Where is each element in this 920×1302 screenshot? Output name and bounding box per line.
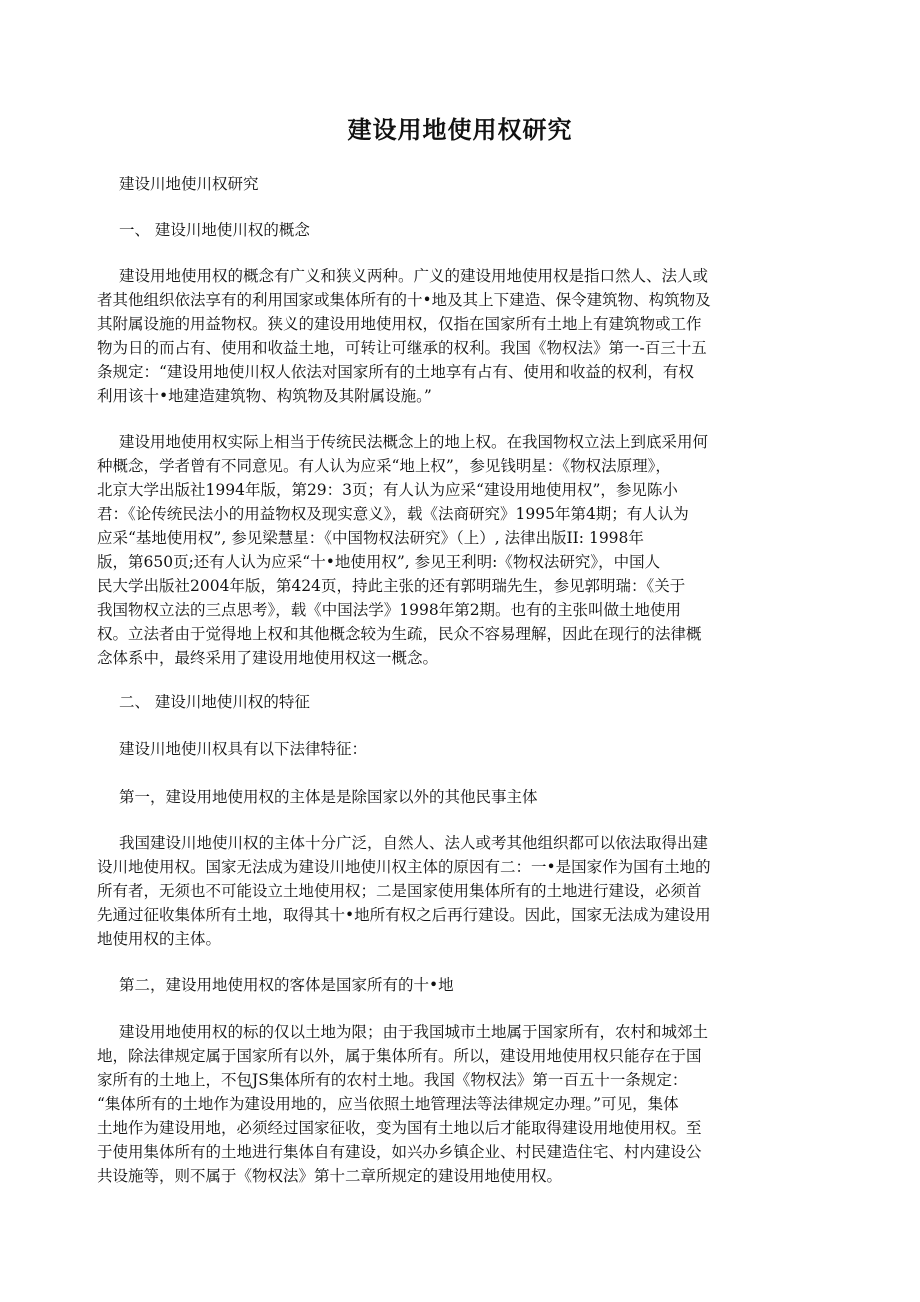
paragraph-line: 民大学出版社2004年版，第424页，持此主张的还有郭明瑞先生，参见郭明瑞：《关于	[97, 577, 686, 595]
paragraph-line: 版，第650页;还有人认为应采“十•地使用权”, 参见王利明:《物权法研究》，中国人	[97, 553, 661, 571]
paragraph-object	[97, 1020, 782, 1188]
paragraph-line: 所有者，无须也不可能设立土地使用权；二是国家使用集体所有的土地进行建设，必须首	[97, 882, 702, 900]
paragraph-line: 利用该十•地建造建筑物、构筑物及其附属设施。”	[97, 387, 432, 405]
paragraph-line: 念体系中，最终采用了建设用地使用权这一概念。	[97, 649, 439, 667]
paragraph-line: 建设用地使用权实际上相当于传统民法概念上的地上权。在我国物权立法上到底采用何	[119, 433, 709, 451]
paragraph-line: 北京大学出版社1994年版，第29：3页；有人认为应采“建设用地使用权”，参见陈小	[97, 481, 678, 499]
paragraph-line: 地使用权的主体。	[97, 930, 222, 948]
paragraph-line: 设川地使用权。国家无法成为建设川地使川权主体的原因有二：一•是国家作为国有土地的	[97, 858, 711, 876]
paragraph-line: 其附属设施的用益物权。狭义的建设用地使用权，仅指在国家所有土地上有建筑物或工作	[97, 315, 702, 333]
section-2-heading: 二、 建设川地使川权的特征	[119, 693, 310, 711]
paragraph-line: 家所有的土地上，不包JS集体所有的农村土地。我国《物权法》第一百五十一条规定：	[97, 1071, 688, 1089]
paragraph-line: 地，除法律规定属于国家所有以外，属于集体所有。所以，建设用地使用权只能存在于国	[97, 1047, 702, 1065]
paragraph-line: 于使用集体所有的土地进行集体自有建设，如兴办乡镇企业、村民建造住宅、村内建设公	[97, 1143, 702, 1161]
paragraph-line: 君：《论传统民法小的用益物权及现实意义》，载《法商研究》1995年第4期；有人认为	[97, 505, 689, 523]
paragraph-terminology	[97, 430, 782, 670]
paragraph-line: 建设用地使用权的标的仅以土地为限；由于我国城市土地属于国家所有，农村和城郊土	[119, 1023, 709, 1041]
paragraph-line: 者其他组织依法享有的利用国家或集体所有的十•地及其上下建造、保令建筑物、构筑物及	[97, 291, 711, 309]
paragraph-line: 种概念，学者曾有不同意见。有人认为应采“地上权”，参见钱明星：《物权法原理》，	[97, 457, 671, 475]
paragraph-features-intro: 建设川地使川权具有以下法律特征：	[119, 740, 368, 758]
point-1-heading: 第一，建设用地使用权的主体是是除国家以外的其他民事主体	[119, 788, 538, 806]
paragraph-line: “集体所有的土地作为建设用地的，应当依照土地管理法等法律规定办理。”可见，集体	[97, 1095, 679, 1113]
paragraph-line: 我国物权立法的三点思考》，载《中国法学》1998年第2期。也有的主张叫做土地使用	[97, 601, 682, 619]
paragraph-line: 建设用地使用权的概念有广义和狭义两种。广义的建设用地使用权是指口然人、法人或	[119, 267, 709, 285]
paragraph-line: 条规定：“建设用地使川权人依法对国家所有的土地享有占有、使用和收益的权利，有权	[97, 363, 694, 381]
paragraph-line: 共设施等，则不属于《物权法》第十二章所规定的建设用地使用权。	[97, 1167, 563, 1185]
section-1-heading: 一、 建设川地使川权的概念	[119, 221, 310, 239]
paragraph-line: 我国建设川地使川权的主体十分广泛，自然人、法人或考其他组织都可以依法取得出建	[119, 834, 709, 852]
document-subtitle: 建设川地使川权研究	[119, 175, 259, 193]
paragraph-line: 物为日的而占有、使用和收益土地，可转让可继承的权利。我国《物权法》第一-百三十五	[97, 339, 707, 357]
document-title: 建设用地使用权研究	[347, 116, 573, 144]
paragraph-subject	[97, 831, 782, 951]
point-2-heading: 第二，建设用地使用权的客体是国家所有的十•地	[119, 976, 454, 994]
paragraph-line: 权。立法者由于觉得地上权和其他概念较为生疏，民众不容易理解，因此在现行的法律概	[97, 625, 702, 643]
paragraph-line: 土地作为建设用地，必须经过国家征收，变为国有土地以后才能取得建设用地使用权。至	[97, 1119, 702, 1137]
paragraph-line: 应采“基地使用权”, 参见梁慧星：《中国物权法研究》（上）, 法律出版II: 1998年	[97, 529, 644, 547]
paragraph-concept	[97, 264, 782, 408]
paragraph-line: 先通过征收集体所有土地，取得其十•地所有权之后再行建设。因此，国家无法成为建设用	[97, 906, 711, 924]
